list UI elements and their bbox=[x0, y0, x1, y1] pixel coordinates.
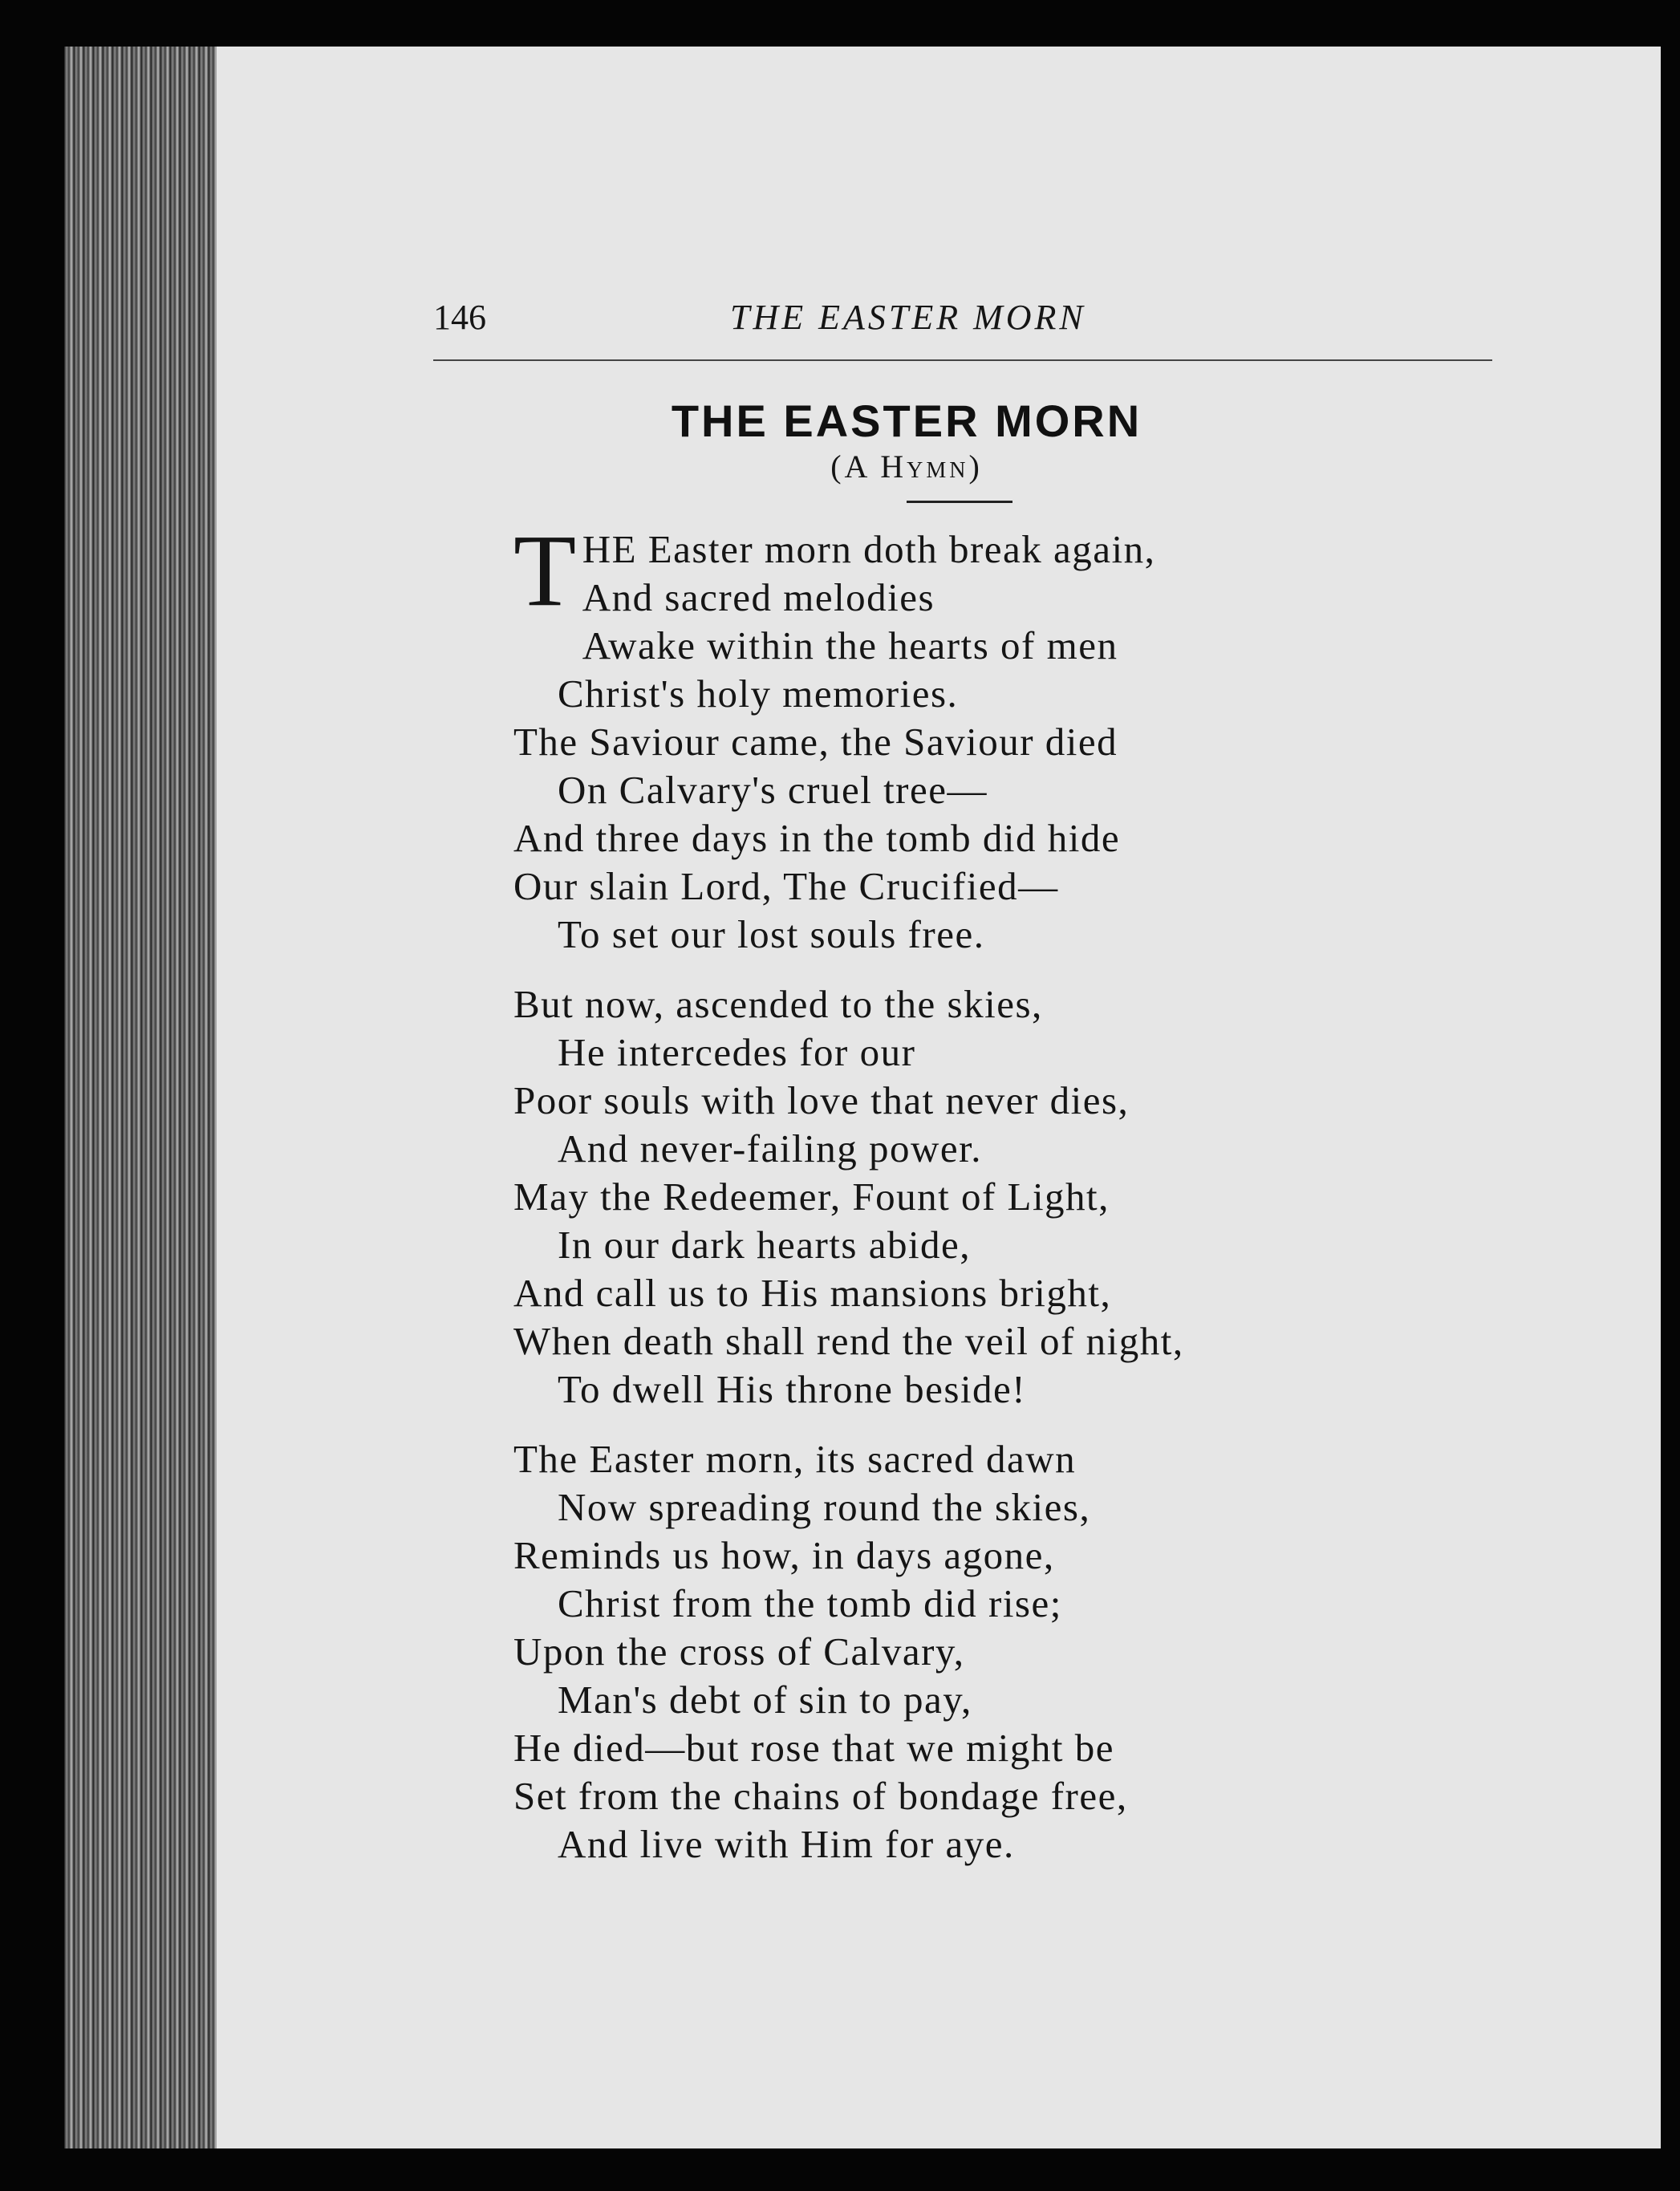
poem-line: In our dark hearts abide, bbox=[558, 1223, 972, 1267]
poem-line: Christ from the tomb did rise; bbox=[558, 1581, 1062, 1625]
poem-subtitle: (A Hymn) bbox=[830, 448, 983, 485]
poem-line: HE Easter morn doth break again, bbox=[582, 527, 1156, 571]
drop-cap: T bbox=[513, 513, 578, 627]
stanza-1 bbox=[513, 513, 1444, 959]
poem-opening bbox=[513, 513, 1444, 627]
poem-line: The Saviour came, the Saviour died bbox=[513, 720, 1118, 764]
poem-line: And three days in the tomb did hide bbox=[513, 816, 1121, 860]
poem-line: The Easter morn, its sacred dawn bbox=[513, 1437, 1077, 1481]
poem-line: Now spreading round the skies, bbox=[558, 1485, 1091, 1529]
poem-line: Poor souls with love that never dies, bbox=[513, 1078, 1130, 1122]
poem-line: And never-failing power. bbox=[558, 1126, 982, 1171]
poem-line: Set from the chains of bondage free, bbox=[513, 1774, 1128, 1818]
poem-line: To set our lost souls free. bbox=[558, 912, 985, 956]
poem-line: Our slain Lord, The Crucified— bbox=[513, 864, 1059, 908]
page-number: 146 bbox=[433, 298, 486, 337]
page-header bbox=[433, 297, 1492, 337]
poem-line: When death shall rend the veil of night, bbox=[513, 1319, 1184, 1363]
poem-line: He intercedes for our bbox=[558, 1030, 916, 1074]
running-head: THE EASTER MORN bbox=[730, 298, 1086, 337]
poem-line: Awake within the hearts of men bbox=[582, 623, 1118, 667]
poem-title: THE EASTER MORN bbox=[671, 396, 1142, 446]
book-page-edges bbox=[64, 47, 225, 2148]
poem-line: Man's debt of sin to pay, bbox=[558, 1678, 972, 1722]
poem-line: To dwell His throne beside! bbox=[558, 1367, 1027, 1411]
poem-line: And live with Him for aye. bbox=[558, 1822, 1015, 1866]
poem-line: Christ's holy memories. bbox=[558, 672, 959, 716]
poem-line: Upon the cross of Calvary, bbox=[513, 1629, 965, 1674]
stanza-2 bbox=[513, 980, 1444, 1414]
stanza-3 bbox=[513, 1435, 1444, 1868]
poem-line: And call us to His mansions bright, bbox=[513, 1271, 1112, 1315]
poem-line: May the Redeemer, Fount of Light, bbox=[513, 1175, 1110, 1219]
poem-body bbox=[513, 513, 1444, 1890]
poem-line: And sacred melodies bbox=[582, 575, 935, 619]
title-rule bbox=[907, 501, 1012, 503]
poem-line: On Calvary's cruel tree— bbox=[558, 768, 988, 812]
poem-line: But now, ascended to the skies, bbox=[513, 982, 1043, 1026]
poem-line: Reminds us how, in days agone, bbox=[513, 1533, 1055, 1577]
poem-line: He died—but rose that we might be bbox=[513, 1726, 1114, 1770]
header-rule bbox=[433, 359, 1492, 361]
